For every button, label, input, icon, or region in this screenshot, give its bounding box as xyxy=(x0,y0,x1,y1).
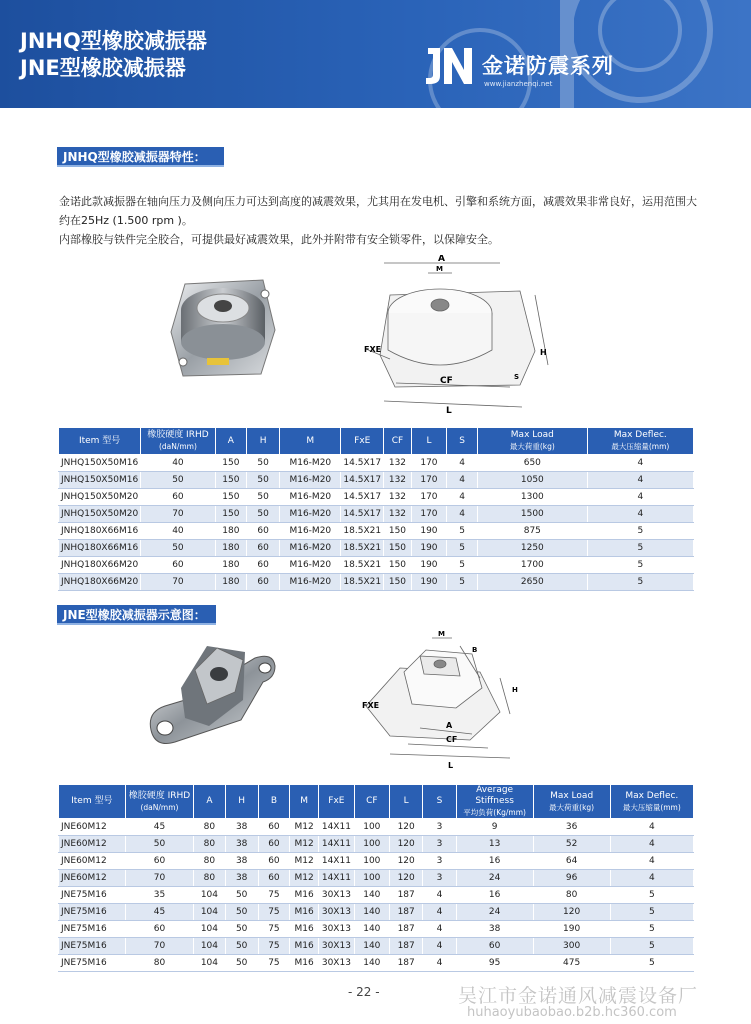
table-cell: 3 xyxy=(423,836,456,853)
table-cell: 180 xyxy=(215,574,247,591)
table-cell: 4 xyxy=(447,506,478,523)
table-cell: 100 xyxy=(354,836,389,853)
table-cell: 30X13 xyxy=(319,921,354,938)
table-cell: 4 xyxy=(423,904,456,921)
table-cell: M16-M20 xyxy=(280,540,341,557)
table-cell: 300 xyxy=(533,938,610,955)
table-cell: 4 xyxy=(423,921,456,938)
table-cell: 80 xyxy=(194,853,225,870)
table-cell: M16-M20 xyxy=(280,506,341,523)
col-l: L xyxy=(390,785,423,819)
table-cell: 650 xyxy=(478,455,588,472)
table-cell: 30X13 xyxy=(319,887,354,904)
table-cell: 36 xyxy=(533,819,610,836)
table-cell: 70 xyxy=(125,870,194,887)
table-cell: 50 xyxy=(125,836,194,853)
table-cell: M16-M20 xyxy=(280,472,341,489)
table-cell: 187 xyxy=(390,887,423,904)
table-cell: 132 xyxy=(384,455,412,472)
table-cell: 2650 xyxy=(478,574,588,591)
table-cell: 64 xyxy=(533,853,610,870)
table-cell: 38 xyxy=(225,870,258,887)
table-cell: 4 xyxy=(587,455,693,472)
table-cell: 38 xyxy=(225,819,258,836)
desc-line: 约在25Hz (1.500 rpm )。 xyxy=(59,214,193,227)
table-cell: 100 xyxy=(354,870,389,887)
col-hardness: 橡胶硬度 IRHD (daN/mm) xyxy=(141,428,215,455)
table-cell: 120 xyxy=(390,836,423,853)
table-cell: 38 xyxy=(225,836,258,853)
table-cell: M16-M20 xyxy=(280,523,341,540)
table-cell: 70 xyxy=(141,574,215,591)
table-cell: 30X13 xyxy=(319,938,354,955)
col-fxe: FxE xyxy=(341,428,384,455)
table-cell: JNE60M12 xyxy=(59,819,126,836)
table-cell: 475 xyxy=(533,955,610,972)
table-cell: 18.5X21 xyxy=(341,540,384,557)
table-cell: 9 xyxy=(456,819,533,836)
table-cell: 5 xyxy=(587,523,693,540)
table-cell: JNE75M16 xyxy=(59,955,126,972)
table-cell: JNE75M16 xyxy=(59,887,126,904)
watermark-url: huhaoyubaobao.b2b.hc360.com xyxy=(467,1005,677,1020)
table-cell: 4 xyxy=(447,489,478,506)
table-cell: 170 xyxy=(411,472,446,489)
dimension-diagram-jnhq xyxy=(360,255,560,420)
table-cell: 4 xyxy=(423,887,456,904)
table-cell: 1050 xyxy=(478,472,588,489)
table-cell: 60 xyxy=(247,523,280,540)
table-cell: 5 xyxy=(610,921,693,938)
col-m: M xyxy=(290,785,319,819)
table-cell: 4 xyxy=(447,455,478,472)
table-cell: 187 xyxy=(390,921,423,938)
dimension-diagram-jne xyxy=(360,628,530,773)
dim-label-fxe: FXE xyxy=(364,345,382,354)
table-cell: M12 xyxy=(290,819,319,836)
table-cell: 3 xyxy=(423,870,456,887)
table-cell: 140 xyxy=(354,938,389,955)
table-cell: 120 xyxy=(390,819,423,836)
dim-label-s: S xyxy=(514,373,520,381)
table-cell: 4 xyxy=(610,870,693,887)
table-cell: 132 xyxy=(384,506,412,523)
table-cell: 40 xyxy=(141,455,215,472)
col-h: H xyxy=(247,428,280,455)
table-cell: 132 xyxy=(384,472,412,489)
table-cell: 70 xyxy=(141,506,215,523)
dim-label-a: A xyxy=(446,721,453,730)
table-cell: 80 xyxy=(194,836,225,853)
table-cell: JNHQ150X50M20 xyxy=(59,489,141,506)
table-cell: 95 xyxy=(456,955,533,972)
brand-url: www.jianzhenqi.net xyxy=(484,80,553,88)
table-cell: 75 xyxy=(258,938,289,955)
table-cell: M16 xyxy=(290,904,319,921)
table-body xyxy=(59,455,694,591)
table-cell: 60 xyxy=(247,574,280,591)
table-cell: JNHQ180X66M16 xyxy=(59,523,141,540)
col-item: Item 型号 xyxy=(59,785,126,819)
table-cell: 150 xyxy=(384,574,412,591)
table-cell: 14X11 xyxy=(319,870,354,887)
table-cell: JNHQ180X66M16 xyxy=(59,540,141,557)
table-row xyxy=(59,938,694,955)
table-cell: 190 xyxy=(411,557,446,574)
dim-label-fxe: FXE xyxy=(362,701,380,710)
table-row xyxy=(59,472,694,489)
col-cf: CF xyxy=(354,785,389,819)
table-cell: 18.5X21 xyxy=(341,523,384,540)
section-tag-jnhq: JNHQ型橡胶减振器特性： xyxy=(57,147,224,167)
table-cell: 104 xyxy=(194,904,225,921)
table-cell: 5 xyxy=(587,557,693,574)
table-cell: 140 xyxy=(354,921,389,938)
table-cell: 18.5X21 xyxy=(341,574,384,591)
table-cell: 30X13 xyxy=(319,904,354,921)
table-cell: JNHQ180X66M20 xyxy=(59,574,141,591)
table-cell: 24 xyxy=(456,870,533,887)
table-cell: 45 xyxy=(125,819,194,836)
table-cell: JNE60M12 xyxy=(59,853,126,870)
table-cell: 1500 xyxy=(478,506,588,523)
table-row xyxy=(59,557,694,574)
table-cell: 38 xyxy=(225,853,258,870)
table-cell: 50 xyxy=(225,904,258,921)
table-cell: M16-M20 xyxy=(280,455,341,472)
table-cell: 60 xyxy=(247,557,280,574)
table-cell: 3 xyxy=(423,853,456,870)
table-cell: 75 xyxy=(258,921,289,938)
table-cell: 5 xyxy=(447,557,478,574)
table-cell: 5 xyxy=(587,540,693,557)
dim-label-h: H xyxy=(540,348,547,357)
col-s: S xyxy=(447,428,478,455)
spec-table-jnhq xyxy=(58,427,694,591)
table-cell: 96 xyxy=(533,870,610,887)
table-cell: 50 xyxy=(247,506,280,523)
dim-label-cf: CF xyxy=(446,735,458,744)
table-cell: M12 xyxy=(290,870,319,887)
table-cell: 150 xyxy=(384,540,412,557)
table-body xyxy=(59,819,694,972)
table-cell: 24 xyxy=(456,904,533,921)
table-row xyxy=(59,853,694,870)
jn-logo-icon xyxy=(424,46,476,86)
table-cell: 187 xyxy=(390,955,423,972)
watermark-company: 吴江市金诺通风减震设备厂 xyxy=(458,985,699,1007)
table-cell: 120 xyxy=(533,904,610,921)
table-cell: 60 xyxy=(456,938,533,955)
table-cell: 60 xyxy=(258,819,289,836)
table-cell: JNHQ150X50M20 xyxy=(59,506,141,523)
table-cell: 13 xyxy=(456,836,533,853)
table-cell: 170 xyxy=(411,489,446,506)
col-max-deflec: Max Deflec. 最大压缩量(mm) xyxy=(587,428,693,455)
table-cell: 75 xyxy=(258,955,289,972)
table-cell: 150 xyxy=(215,506,247,523)
table-cell: 14X11 xyxy=(319,836,354,853)
table-cell: 40 xyxy=(141,523,215,540)
col-h: H xyxy=(225,785,258,819)
dim-label-m: M xyxy=(438,630,445,638)
table-cell: 187 xyxy=(390,904,423,921)
table-cell: M16-M20 xyxy=(280,557,341,574)
spec-table-jne xyxy=(58,784,694,972)
table-cell: M16 xyxy=(290,955,319,972)
table-cell: 190 xyxy=(411,540,446,557)
table-cell: 4 xyxy=(610,819,693,836)
dim-label-b: B xyxy=(472,646,478,654)
table-cell: 5 xyxy=(610,955,693,972)
table-cell: 50 xyxy=(247,489,280,506)
col-m: M xyxy=(280,428,341,455)
table-cell: 50 xyxy=(225,887,258,904)
title-line-jnhq: JNHQ型橡胶减振器 xyxy=(20,29,207,53)
table-cell: 104 xyxy=(194,887,225,904)
table-row xyxy=(59,887,694,904)
table-cell: 14X11 xyxy=(319,819,354,836)
table-cell: 187 xyxy=(390,938,423,955)
table-row xyxy=(59,904,694,921)
table-cell: 120 xyxy=(390,870,423,887)
col-max-deflec: Max Deflec. 最大压缩量(mm) xyxy=(610,785,693,819)
table-row xyxy=(59,819,694,836)
table-cell: 30X13 xyxy=(319,955,354,972)
table-cell: 45 xyxy=(125,904,194,921)
dim-label-m: M xyxy=(436,265,443,273)
table-cell: 60 xyxy=(247,540,280,557)
table-cell: 104 xyxy=(194,938,225,955)
table-cell: M16 xyxy=(290,921,319,938)
col-s: S xyxy=(423,785,456,819)
table-cell: 1700 xyxy=(478,557,588,574)
col-max-load: Max Load 最大荷重(kg) xyxy=(533,785,610,819)
table-cell: 60 xyxy=(125,853,194,870)
table-cell: 14.5X17 xyxy=(341,472,384,489)
table-cell: 140 xyxy=(354,955,389,972)
table-row xyxy=(59,574,694,591)
table-cell: 4 xyxy=(423,938,456,955)
table-cell: 60 xyxy=(141,557,215,574)
table-cell: 50 xyxy=(141,472,215,489)
table-cell: JNE60M12 xyxy=(59,870,126,887)
table-cell: 5 xyxy=(447,523,478,540)
table-cell: 50 xyxy=(247,455,280,472)
table-cell: 150 xyxy=(215,489,247,506)
table-cell: 14X11 xyxy=(319,853,354,870)
mount-photo-jne xyxy=(145,630,280,750)
table-cell: 875 xyxy=(478,523,588,540)
table-row xyxy=(59,836,694,853)
table-row xyxy=(59,921,694,938)
col-item: Item 型号 xyxy=(59,428,141,455)
table-cell: 3 xyxy=(423,819,456,836)
table-cell: 4 xyxy=(587,472,693,489)
table-cell: M16-M20 xyxy=(280,489,341,506)
table-cell: JNE75M16 xyxy=(59,938,126,955)
table-cell: 190 xyxy=(411,574,446,591)
table-cell: 180 xyxy=(215,523,247,540)
table-cell: 60 xyxy=(258,836,289,853)
page-header xyxy=(0,0,751,108)
col-a: A xyxy=(194,785,225,819)
page-number: - 22 - xyxy=(348,985,380,999)
table-cell: 50 xyxy=(141,540,215,557)
table-cell: M16 xyxy=(290,887,319,904)
table-cell: JNE75M16 xyxy=(59,904,126,921)
table-cell: 5 xyxy=(447,540,478,557)
table-cell: JNE75M16 xyxy=(59,921,126,938)
col-avg-stiffness: Average Stiffness 平均负荷(Kg/mm) xyxy=(456,785,533,819)
dim-label-cf: CF xyxy=(440,376,453,386)
desc-line: 金诺此款减振器在轴向压力及侧向压力可达到高度的减震效果，尤其用在发电机、引擎和系统方面，减震效果非常良好，运用范围大 xyxy=(59,195,697,208)
col-b: B xyxy=(258,785,289,819)
table-cell: 140 xyxy=(354,887,389,904)
table-cell: 80 xyxy=(125,955,194,972)
col-l: L xyxy=(411,428,446,455)
table-cell: 1250 xyxy=(478,540,588,557)
table-cell: 190 xyxy=(411,523,446,540)
table-cell: M12 xyxy=(290,853,319,870)
table-cell: M16-M20 xyxy=(280,574,341,591)
col-hardness: 橡胶硬度 IRHD (daN/mm) xyxy=(125,785,194,819)
table-cell: 150 xyxy=(384,557,412,574)
table-cell: 100 xyxy=(354,853,389,870)
page-title xyxy=(20,28,207,82)
table-cell: 5 xyxy=(587,574,693,591)
dim-label-l: L xyxy=(448,761,454,770)
table-cell: 5 xyxy=(447,574,478,591)
table-cell: 150 xyxy=(215,455,247,472)
table-cell: M12 xyxy=(290,836,319,853)
table-cell: 75 xyxy=(258,904,289,921)
table-cell: 16 xyxy=(456,853,533,870)
table-cell: 104 xyxy=(194,955,225,972)
table-cell: 16 xyxy=(456,887,533,904)
col-cf: CF xyxy=(384,428,412,455)
table-cell: 50 xyxy=(247,472,280,489)
table-cell: 50 xyxy=(225,955,258,972)
table-cell: 60 xyxy=(258,853,289,870)
table-cell: 1300 xyxy=(478,489,588,506)
table-cell: 180 xyxy=(215,540,247,557)
table-cell: 60 xyxy=(258,870,289,887)
table-cell: 75 xyxy=(258,887,289,904)
table-cell: 180 xyxy=(215,557,247,574)
table-row xyxy=(59,523,694,540)
table-row xyxy=(59,540,694,557)
table-cell: 4 xyxy=(447,472,478,489)
brand-name: 金诺防震系列 xyxy=(482,54,614,78)
table-cell: JNHQ150X50M16 xyxy=(59,472,141,489)
table-cell: 170 xyxy=(411,455,446,472)
table-cell: 80 xyxy=(533,887,610,904)
table-cell: 150 xyxy=(384,523,412,540)
table-cell: 5 xyxy=(610,887,693,904)
table-cell: 60 xyxy=(141,489,215,506)
table-cell: 70 xyxy=(125,938,194,955)
table-cell: 50 xyxy=(225,938,258,955)
table-row xyxy=(59,489,694,506)
table-cell: 170 xyxy=(411,506,446,523)
table-cell: 80 xyxy=(194,870,225,887)
table-cell: 132 xyxy=(384,489,412,506)
table-cell: 14.5X17 xyxy=(341,489,384,506)
table-cell: 50 xyxy=(225,921,258,938)
table-cell: JNE60M12 xyxy=(59,836,126,853)
table-cell: 60 xyxy=(125,921,194,938)
col-max-load: Max Load 最大荷重(kg) xyxy=(478,428,588,455)
table-row xyxy=(59,955,694,972)
table-cell: 4 xyxy=(610,836,693,853)
table-cell: 5 xyxy=(610,904,693,921)
table-cell: 4 xyxy=(587,489,693,506)
table-cell: 52 xyxy=(533,836,610,853)
section-tag-jne: JNE型橡胶减振器示意图： xyxy=(57,605,216,625)
title-line-jne: JNE型橡胶减振器 xyxy=(20,56,186,80)
col-a: A xyxy=(215,428,247,455)
table-cell: 5 xyxy=(610,938,693,955)
table-cell: 4 xyxy=(610,853,693,870)
table-cell: 14.5X17 xyxy=(341,506,384,523)
table-cell: 4 xyxy=(587,506,693,523)
table-cell: 35 xyxy=(125,887,194,904)
table-cell: 4 xyxy=(423,955,456,972)
table-cell: 14.5X17 xyxy=(341,455,384,472)
dim-label-h: H xyxy=(512,686,518,694)
table-cell: 38 xyxy=(456,921,533,938)
table-cell: JNHQ150X50M16 xyxy=(59,455,141,472)
table-row xyxy=(59,506,694,523)
dim-label-l: L xyxy=(446,406,452,416)
table-cell: JNHQ180X66M20 xyxy=(59,557,141,574)
dim-label-a: A xyxy=(438,255,445,264)
description xyxy=(59,192,709,249)
table-cell: 100 xyxy=(354,819,389,836)
table-cell: 80 xyxy=(194,819,225,836)
table-cell: 120 xyxy=(390,853,423,870)
table-cell: 140 xyxy=(354,904,389,921)
col-fxe: FxE xyxy=(319,785,354,819)
mount-photo-jnhq xyxy=(163,270,283,380)
table-cell: M16 xyxy=(290,938,319,955)
table-row xyxy=(59,870,694,887)
table-cell: 18.5X21 xyxy=(341,557,384,574)
table-row xyxy=(59,455,694,472)
table-cell: 190 xyxy=(533,921,610,938)
table-cell: 150 xyxy=(215,472,247,489)
table-cell: 104 xyxy=(194,921,225,938)
desc-line: 内部橡胶与铁件完全胶合，可提供最好减震效果，此外并附带有安全锁零件，以保障安全。 xyxy=(59,233,499,246)
